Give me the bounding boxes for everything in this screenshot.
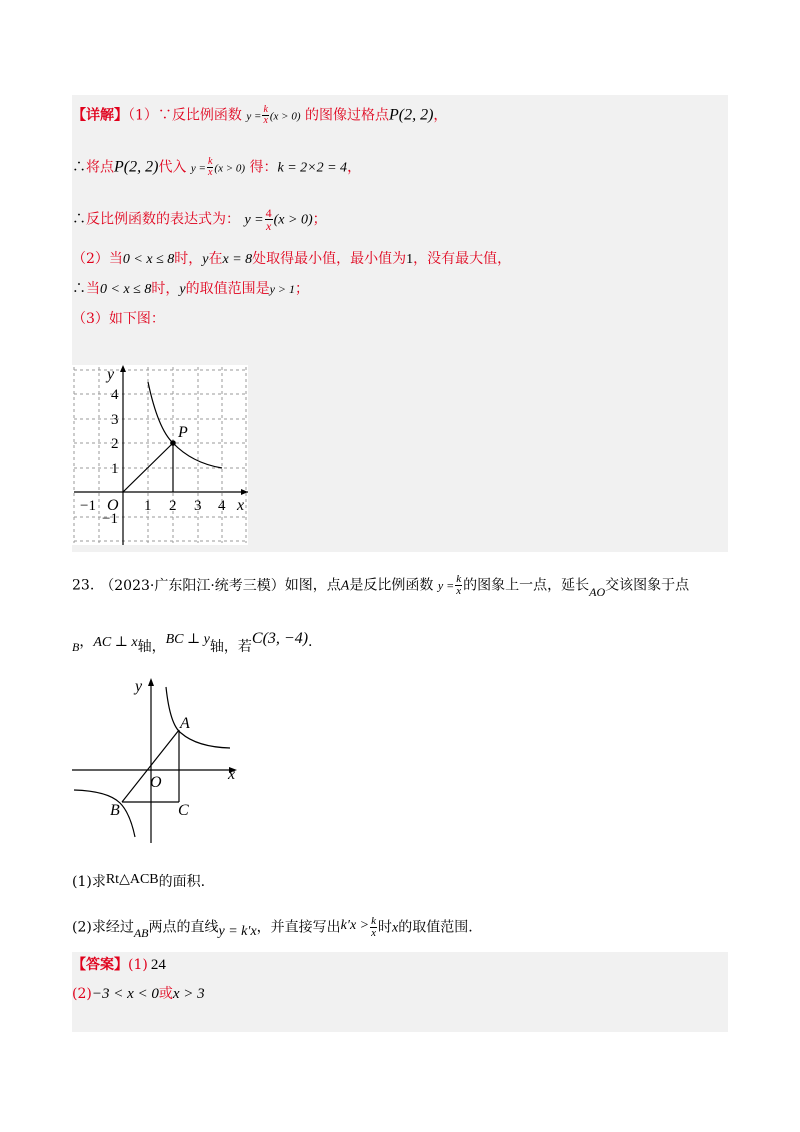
math-y: y = — [246, 110, 262, 123]
text: 得： — [249, 159, 278, 176]
therefore-symbol: ∴ — [72, 159, 86, 176]
problem-source: （2023·广东阳江·统考三模） — [100, 577, 285, 594]
text: 或 — [158, 986, 173, 1002]
text: ， — [347, 159, 362, 176]
text: 当 — [86, 281, 100, 297]
y-tick-4: 4 — [111, 387, 119, 403]
answer-value-1: 24 — [150, 957, 166, 973]
origin-label: O — [107, 497, 119, 514]
math-ab: AB — [133, 925, 149, 940]
math-range: 0 < x ≤ 8 — [100, 282, 152, 297]
text: . — [308, 634, 313, 650]
text: 两点的直线 — [148, 919, 219, 936]
numerator: k — [456, 573, 462, 585]
denominator: x — [263, 115, 268, 126]
denominator: x — [265, 219, 272, 233]
text: 是反比例函数 — [349, 577, 434, 594]
text: 将点 — [86, 159, 114, 176]
math-x: x — [392, 920, 399, 936]
y-tick-neg1: −1 — [102, 511, 118, 527]
problem-23-line-1 — [72, 574, 689, 597]
x-axis-label: x — [237, 497, 245, 514]
graph-inverse-function-p — [72, 365, 248, 545]
text: 的图象上一点，延长 — [463, 577, 590, 594]
numerator: 4 — [265, 206, 272, 220]
numerator: k — [371, 915, 376, 927]
math-inequality: k′x > — [340, 917, 370, 933]
solution-line-5 — [72, 279, 309, 300]
graph-problem-23 — [72, 675, 247, 845]
text: ，并直接写出 — [256, 919, 341, 936]
math-answer: y > 1 — [269, 282, 296, 296]
y-tick-2: 2 — [111, 436, 119, 452]
text: ， — [79, 634, 94, 650]
therefore-symbol: ∴ — [72, 211, 86, 228]
solution-line-4 — [72, 249, 511, 270]
x-tick-3: 3 — [194, 498, 202, 514]
math-point-b: B — [72, 640, 80, 654]
problem-23-line-2 — [72, 632, 312, 653]
denominator: x — [371, 927, 376, 939]
x-tick-2: 2 — [169, 498, 177, 514]
math-equation: x = 8 — [222, 252, 253, 267]
math-ac-perp: AC ⊥ x — [93, 635, 138, 650]
math-point-a: A — [340, 578, 350, 594]
answer-range-1: −3 < x < 0 — [91, 986, 159, 1002]
question-1 — [72, 872, 205, 893]
math-y: y = — [437, 578, 455, 593]
fraction — [370, 916, 377, 939]
text: 交该图象于点 — [605, 577, 690, 594]
y-axis-label: y — [107, 366, 115, 383]
text: ； — [312, 211, 327, 228]
solution-line-6: （3）如下图： — [72, 311, 165, 327]
text: ； — [295, 281, 310, 297]
text: ，没有最大值， — [413, 251, 512, 267]
math-line: y = k′x — [218, 923, 257, 939]
math-y: y — [179, 282, 186, 297]
part-number: （1） — [128, 107, 158, 124]
solution-label: 【详解】 — [72, 107, 128, 124]
math-y: y = — [244, 212, 264, 228]
answer-number: (2) — [72, 986, 92, 1002]
y-axis-label: y — [135, 678, 143, 695]
solution-line-3 — [72, 207, 327, 232]
x-tick-1: 1 — [144, 498, 152, 514]
text: 当 — [108, 251, 123, 267]
answer-number: (1) — [128, 957, 148, 973]
y-tick-1: 1 — [111, 461, 119, 477]
therefore-symbol: ∴ — [72, 281, 86, 297]
text: 轴，若 — [209, 639, 252, 655]
text: 时， — [174, 251, 203, 267]
origin-label: O — [150, 774, 162, 791]
question-2 — [72, 916, 473, 939]
math-value: 1 — [406, 252, 414, 267]
text: 的图像过格点 — [304, 107, 389, 124]
part-number: （2） — [72, 251, 109, 267]
text: 处取得最小值，最小值为 — [252, 251, 407, 267]
answer-line-2 — [72, 984, 205, 1004]
math-y: y — [202, 252, 209, 267]
point-p-dot — [170, 440, 176, 446]
math-condition: (x > 0) — [273, 212, 313, 228]
math-condition: (x > 0) — [214, 162, 246, 175]
math-bc-perp: BC ⊥ y — [165, 632, 210, 647]
y-axis-arrow — [148, 678, 154, 686]
text: (2)求经过 — [72, 919, 134, 936]
point-b-label: B — [110, 802, 120, 819]
math-triangle: Rt△ACB — [105, 872, 159, 887]
solution-line-2 — [72, 157, 361, 179]
hyperbola-branch-1 — [166, 687, 230, 748]
solution-line-1 — [72, 105, 447, 127]
math-point-c: C(3, −4) — [251, 630, 309, 647]
fraction — [455, 574, 462, 597]
math-equation: k = 2×2 = 4 — [277, 160, 348, 176]
text: 反比例函数的表达式为： — [86, 211, 240, 228]
point-p-label: P — [178, 424, 188, 441]
math-y: y = — [190, 162, 206, 175]
text: ， — [433, 107, 448, 124]
text: ∵反比例函数 — [157, 107, 242, 124]
x-tick-4: 4 — [218, 498, 226, 514]
math-point: P(2, 2) — [114, 158, 159, 176]
numerator: k — [263, 104, 268, 115]
x-tick-neg1: −1 — [80, 498, 96, 514]
text: 的取值范围是 — [185, 281, 270, 297]
text: 的面积. — [158, 874, 206, 890]
fraction — [262, 105, 268, 126]
point-c-label: C — [178, 802, 189, 819]
answer-range-2: x > 3 — [172, 986, 205, 1002]
math-range: 0 < x ≤ 8 — [122, 252, 175, 267]
answer-line-1 — [72, 955, 166, 975]
problem-number: 23. — [72, 577, 95, 594]
denominator: x — [207, 167, 213, 178]
text: 如图，点 — [284, 577, 341, 594]
text: 时， — [151, 281, 180, 297]
math-point: P(2, 2) — [388, 106, 434, 124]
text: (1)求 — [72, 874, 106, 890]
text: 轴， — [137, 639, 166, 655]
fraction — [207, 157, 213, 178]
y-tick-3: 3 — [111, 412, 119, 428]
math-condition: (x > 0) — [269, 110, 301, 123]
denominator: x — [456, 585, 462, 597]
text: 时 — [378, 919, 392, 936]
text: 的取值范围. — [398, 919, 473, 936]
answer-label: 【答案】 — [72, 957, 128, 973]
fraction — [265, 207, 273, 232]
text: 在 — [208, 251, 223, 267]
x-axis-label: x — [228, 766, 236, 783]
numerator: k — [207, 156, 213, 167]
text: 代入 — [158, 159, 187, 176]
point-a-label: A — [180, 715, 190, 732]
math-ao: AO — [589, 584, 606, 599]
